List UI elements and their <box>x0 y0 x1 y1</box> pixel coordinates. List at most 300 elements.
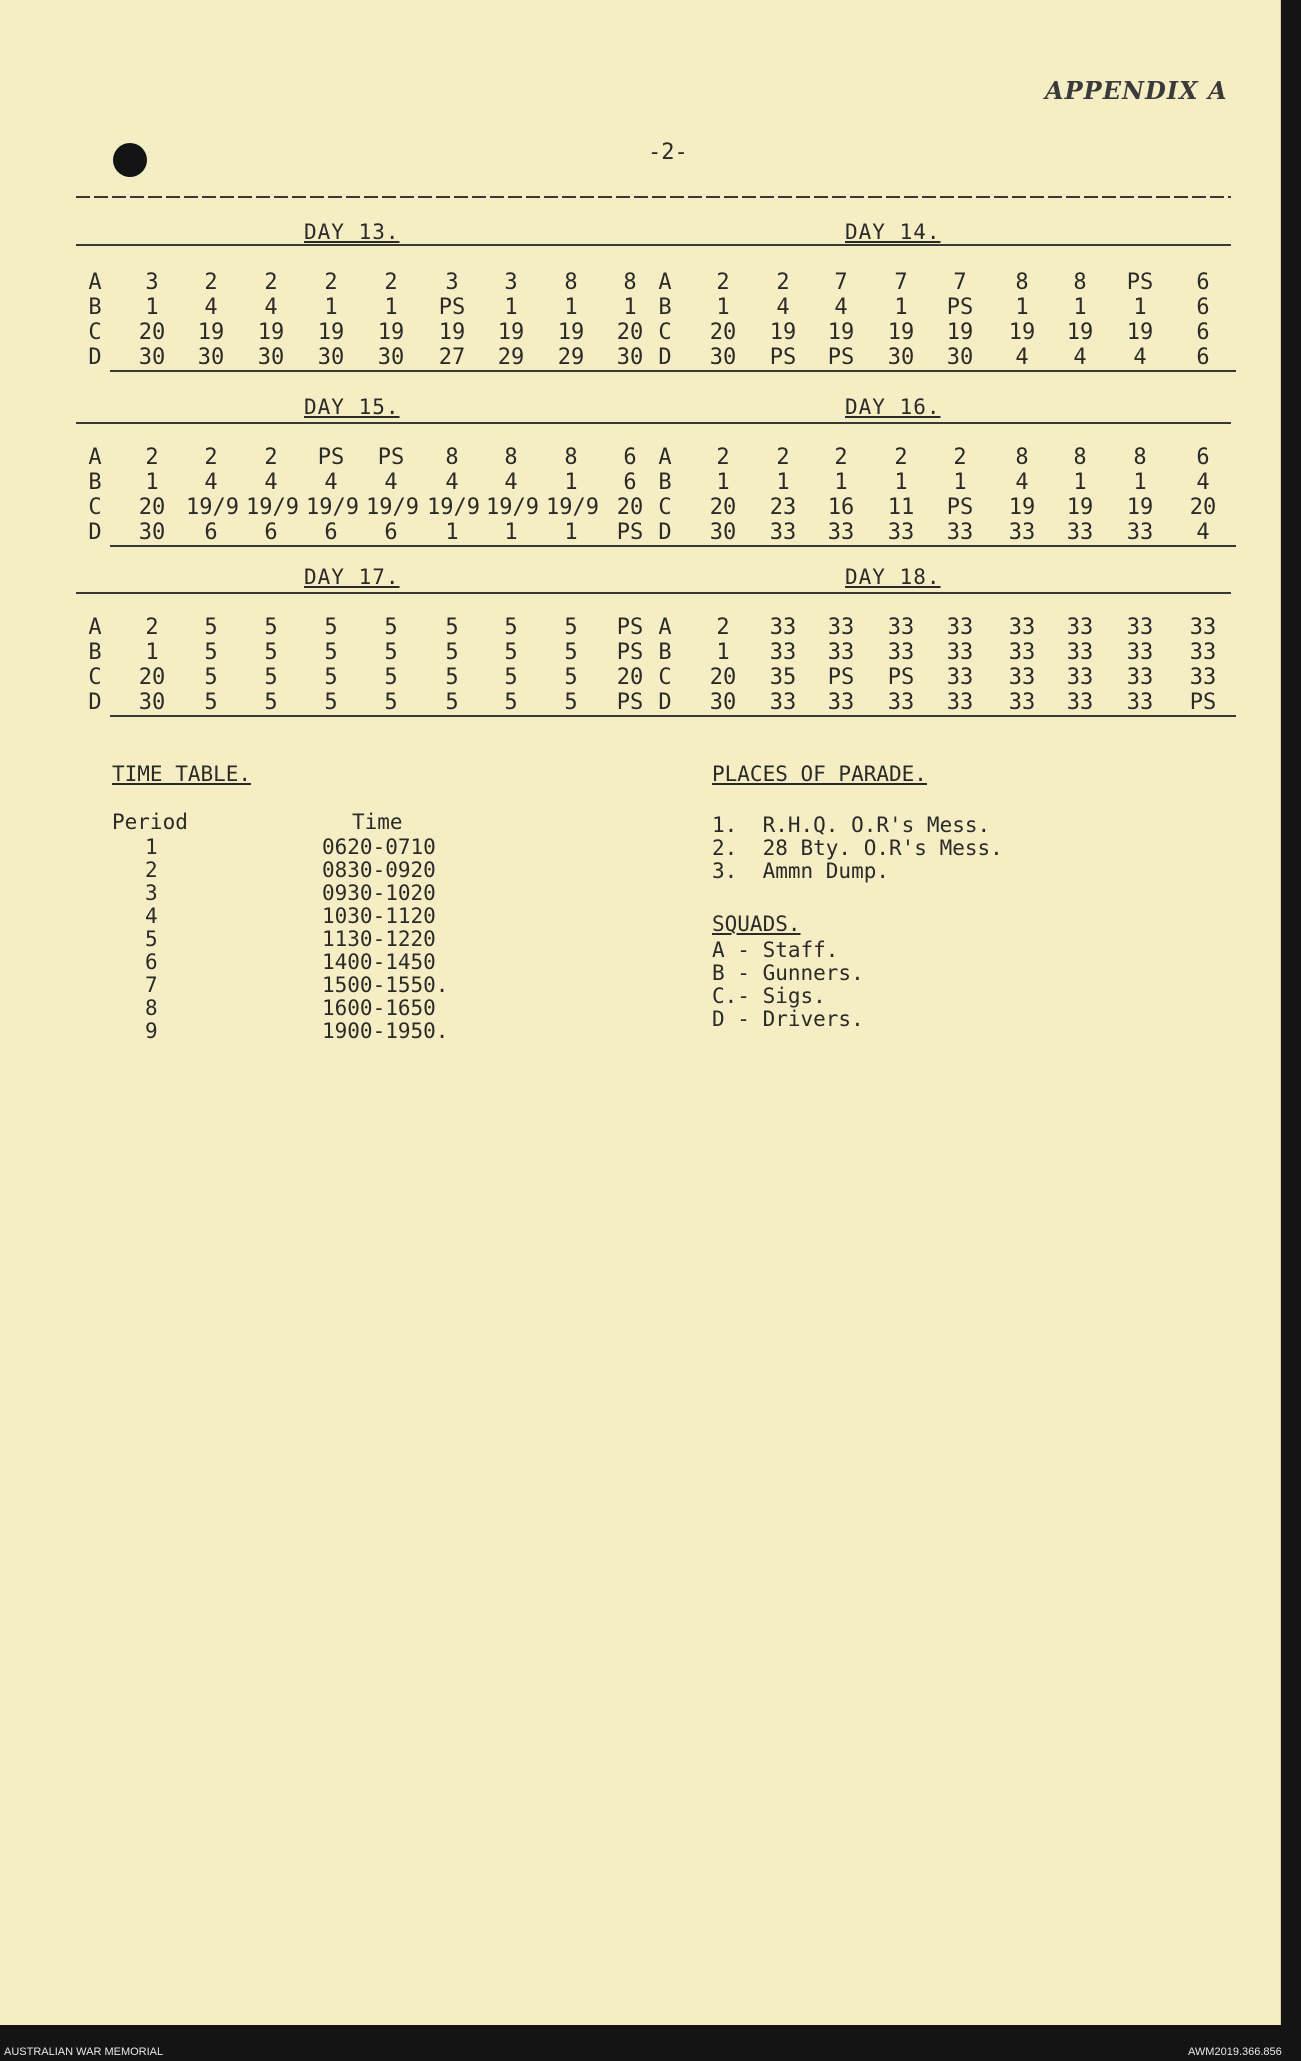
schedule-cell: 2 <box>716 270 730 295</box>
time-table-heading: TIME TABLE. <box>112 762 252 786</box>
schedule-cell: 19/9 <box>486 495 539 520</box>
schedule-cell: 1 <box>894 470 908 495</box>
schedule-column <box>427 445 480 545</box>
schedule-cell: 19 <box>946 320 974 345</box>
schedule-cell: 33 <box>1126 640 1154 665</box>
schedule-cell: 33 <box>1008 640 1036 665</box>
squad-item: D - Drivers. <box>712 1007 864 1031</box>
schedule-cell: 29 <box>497 345 525 370</box>
schedule-cell: 33 <box>1008 665 1036 690</box>
schedule-cell: 6 <box>1196 270 1210 295</box>
schedule-cell: 19 <box>557 320 585 345</box>
schedule-column <box>1055 270 1105 370</box>
schedule-cell: 2 <box>324 270 338 295</box>
schedule-cell: 1 <box>384 295 398 320</box>
place-item: 1. R.H.Q. O.R's Mess. <box>712 813 991 837</box>
period-header: Period <box>112 810 188 834</box>
schedule-cell: 1 <box>894 295 908 320</box>
schedule-cell: B <box>658 640 672 665</box>
schedule-column <box>758 270 808 370</box>
appendix-note: APPENDIX A <box>1045 76 1228 105</box>
schedule-cell: B <box>658 470 672 495</box>
time-header: Time <box>352 810 403 834</box>
schedule-column <box>698 445 748 545</box>
schedule-cell: 33 <box>1189 615 1217 640</box>
schedule-cell: 8 <box>1073 445 1087 470</box>
schedule-cell: 30 <box>317 345 345 370</box>
day-title-right: DAY 18. <box>845 565 941 589</box>
schedule-cell: 20 <box>1189 495 1217 520</box>
schedule-cell: 4 <box>204 470 218 495</box>
schedule-cell: 1 <box>564 295 578 320</box>
schedule-column <box>366 270 416 370</box>
schedule-cell: A <box>658 270 672 295</box>
schedule-column <box>186 615 236 715</box>
schedule-cell: 33 <box>769 520 797 545</box>
schedule-cell: 19/9 <box>246 495 299 520</box>
schedule-cell: 2 <box>204 445 218 470</box>
schedule-column <box>186 270 236 370</box>
schedule-cell: D <box>658 345 672 370</box>
schedule-column <box>366 445 419 545</box>
schedule-cell: 19 <box>1066 320 1094 345</box>
schedule-column <box>127 270 177 370</box>
schedule-column <box>997 615 1047 715</box>
schedule-column <box>1115 445 1165 545</box>
schedule-column <box>246 615 296 715</box>
schedule-cell: 11 <box>887 495 915 520</box>
schedule-cell: 1 <box>1015 295 1029 320</box>
period-cell: 9 <box>145 1019 158 1043</box>
schedule-cell: 33 <box>1126 690 1154 715</box>
schedule-cell: PS <box>827 345 855 370</box>
places-heading: PLACES OF PARADE. <box>712 762 927 786</box>
schedule-cell: 33 <box>827 640 855 665</box>
schedule-cell: 1 <box>1133 470 1147 495</box>
time-cell: 1500-1550. <box>322 973 449 997</box>
schedule-column <box>246 445 299 545</box>
schedule-cell: 5 <box>564 640 578 665</box>
schedule-cell: C <box>658 320 672 345</box>
schedule-cell: 1 <box>716 295 730 320</box>
schedule-cell: 1 <box>953 470 967 495</box>
schedule-cell: 4 <box>264 295 278 320</box>
schedule-column <box>546 270 596 370</box>
schedule-cell: 19 <box>497 320 525 345</box>
schedule-cell: 4 <box>1196 520 1210 545</box>
time-cell: 0830-0920 <box>322 858 436 882</box>
schedule-cell: 6 <box>623 445 637 470</box>
schedule-cell: 4 <box>1196 470 1210 495</box>
schedule-column <box>546 445 599 545</box>
schedule-column <box>427 615 477 715</box>
schedule-column <box>997 445 1047 545</box>
schedule-column <box>186 445 239 545</box>
period-cell: 3 <box>145 881 158 905</box>
schedule-cell: 6 <box>1196 445 1210 470</box>
schedule-cell: 33 <box>1126 665 1154 690</box>
schedule-column <box>306 270 356 370</box>
rule <box>76 244 1231 246</box>
page-number: -2- <box>648 140 688 165</box>
schedule-cell: 33 <box>1066 615 1094 640</box>
schedule-cell: 19 <box>317 320 345 345</box>
schedule-column <box>127 615 177 715</box>
schedule-cell: 4 <box>445 470 459 495</box>
schedule-cell: PS <box>377 445 405 470</box>
schedule-cell: PS <box>946 295 974 320</box>
schedule-cell: 6 <box>204 520 218 545</box>
schedule-cell: 5 <box>384 640 398 665</box>
schedule-cell: 33 <box>1066 690 1094 715</box>
schedule-cell: 20 <box>616 320 644 345</box>
schedule-cell: 19 <box>1066 495 1094 520</box>
schedule-cell: 6 <box>264 520 278 545</box>
schedule-cell: 2 <box>716 445 730 470</box>
schedule-cell: 8 <box>1015 445 1029 470</box>
schedule-cell: PS <box>1189 690 1217 715</box>
schedule-cell: 5 <box>264 640 278 665</box>
rule <box>110 715 1236 717</box>
schedule-cell: B <box>88 295 102 320</box>
schedule-cell: A <box>658 615 672 640</box>
schedule-column <box>486 270 536 370</box>
period-cell: 4 <box>145 904 158 928</box>
schedule-column <box>246 270 296 370</box>
day-title-left: DAY 15. <box>304 395 400 419</box>
schedule-cell: 1 <box>504 520 518 545</box>
schedule-cell: 6 <box>1196 295 1210 320</box>
schedule-cell: 1 <box>1073 295 1087 320</box>
schedule-cell: 19 <box>769 320 797 345</box>
time-cell: 1030-1120 <box>322 904 436 928</box>
schedule-cell: 1 <box>564 470 578 495</box>
schedule-cell: 30 <box>709 690 737 715</box>
schedule-cell: 33 <box>887 690 915 715</box>
period-cell: 5 <box>145 927 158 951</box>
schedule-cell: 8 <box>623 270 637 295</box>
schedule-cell: PS <box>616 640 644 665</box>
schedule-cell: PS <box>769 345 797 370</box>
period-cell: 6 <box>145 950 158 974</box>
schedule-cell: 4 <box>776 295 790 320</box>
schedule-cell: PS <box>616 520 644 545</box>
schedule-cell: B <box>658 295 672 320</box>
schedule-cell: 2 <box>204 270 218 295</box>
footer-left: AUSTRALIAN WAR MEMORIAL <box>4 2046 164 2058</box>
place-item: 2. 28 Bty. O.R's Mess. <box>712 836 1003 860</box>
schedule-cell: 20 <box>138 495 166 520</box>
day-title-left: DAY 17. <box>304 565 400 589</box>
schedule-cell: 33 <box>887 615 915 640</box>
schedule-column <box>816 615 866 715</box>
schedule-cell: 16 <box>827 495 855 520</box>
schedule-cell: PS <box>317 445 345 470</box>
schedule-cell: 2 <box>776 445 790 470</box>
squad-item: A - Staff. <box>712 938 839 962</box>
schedule-cell: 30 <box>709 520 737 545</box>
schedule-column <box>1178 445 1228 545</box>
schedule-cell: 3 <box>504 270 518 295</box>
schedule-cell: 20 <box>138 320 166 345</box>
schedule-cell: 5 <box>204 690 218 715</box>
schedule-cell: 33 <box>1066 520 1094 545</box>
schedule-cell: 33 <box>946 520 974 545</box>
schedule-cell: 5 <box>564 690 578 715</box>
schedule-column <box>935 615 985 715</box>
schedule-cell: 2 <box>264 445 278 470</box>
schedule-cell: 30 <box>138 690 166 715</box>
schedule-cell: 4 <box>1015 345 1029 370</box>
schedule-cell: 5 <box>384 615 398 640</box>
schedule-cell: 33 <box>946 615 974 640</box>
schedule-cell: PS <box>946 495 974 520</box>
time-cell: 1900-1950. <box>322 1019 449 1043</box>
schedule-cell: 8 <box>1073 270 1087 295</box>
schedule-column <box>427 270 477 370</box>
schedule-cell: 30 <box>197 345 225 370</box>
day-title-right: DAY 16. <box>845 395 941 419</box>
schedule-cell: 33 <box>1126 615 1154 640</box>
schedule-cell: C <box>658 495 672 520</box>
schedule-cell: 2 <box>384 270 398 295</box>
schedule-cell: 33 <box>769 640 797 665</box>
schedule-cell: A <box>88 270 102 295</box>
period-cell: 7 <box>145 973 158 997</box>
schedule-cell: 5 <box>324 665 338 690</box>
schedule-cell: PS <box>827 665 855 690</box>
schedule-column <box>935 270 985 370</box>
schedule-cell: 5 <box>504 690 518 715</box>
schedule-column <box>70 445 120 545</box>
schedule-cell: 19/9 <box>306 495 359 520</box>
schedule-cell: 33 <box>887 640 915 665</box>
schedule-column <box>366 615 416 715</box>
schedule-cell: 3 <box>445 270 459 295</box>
schedule-cell: 1 <box>1073 470 1087 495</box>
schedule-cell: 2 <box>145 445 159 470</box>
schedule-cell: 7 <box>894 270 908 295</box>
schedule-cell: 2 <box>894 445 908 470</box>
schedule-cell: 33 <box>1008 615 1036 640</box>
schedule-cell: 33 <box>827 615 855 640</box>
schedule-cell: 5 <box>504 665 518 690</box>
schedule-cell: 1 <box>445 520 459 545</box>
schedule-cell: 19 <box>377 320 405 345</box>
schedule-cell: 33 <box>946 640 974 665</box>
schedule-cell: 1 <box>145 640 159 665</box>
schedule-column <box>876 445 926 545</box>
schedule-column <box>640 270 690 370</box>
schedule-cell: 4 <box>384 470 398 495</box>
schedule-cell: 19/9 <box>366 495 419 520</box>
schedule-cell: 30 <box>138 520 166 545</box>
schedule-cell: D <box>658 690 672 715</box>
schedule-cell: D <box>88 345 102 370</box>
schedule-cell: 20 <box>709 320 737 345</box>
schedule-cell: 8 <box>564 270 578 295</box>
schedule-cell: 8 <box>564 445 578 470</box>
schedule-cell: 2 <box>145 615 159 640</box>
schedule-cell: 19 <box>1126 320 1154 345</box>
schedule-cell: 8 <box>1015 270 1029 295</box>
schedule-cell: 23 <box>769 495 797 520</box>
schedule-cell: 5 <box>564 665 578 690</box>
schedule-column <box>758 615 808 715</box>
schedule-cell: 4 <box>324 470 338 495</box>
schedule-column <box>876 270 926 370</box>
schedule-cell: PS <box>616 690 644 715</box>
schedule-cell: 19/9 <box>186 495 239 520</box>
schedule-cell: D <box>658 520 672 545</box>
schedule-cell: 19 <box>827 320 855 345</box>
footer-right: AWM2019.366.856 <box>1188 2046 1282 2058</box>
period-cell: 2 <box>145 858 158 882</box>
schedule-cell: 33 <box>1008 690 1036 715</box>
time-cell: 1130-1220 <box>322 927 436 951</box>
schedule-cell: 20 <box>616 495 644 520</box>
schedule-cell: C <box>88 320 102 345</box>
schedule-cell: 19 <box>1008 320 1036 345</box>
schedule-cell: 27 <box>438 345 466 370</box>
schedule-cell: 1 <box>716 640 730 665</box>
schedule-cell: 4 <box>834 295 848 320</box>
schedule-cell: 1 <box>324 295 338 320</box>
schedule-cell: 6 <box>623 470 637 495</box>
schedule-cell: 33 <box>827 520 855 545</box>
schedule-cell: 6 <box>384 520 398 545</box>
schedule-cell: 2 <box>953 445 967 470</box>
schedule-column <box>1115 270 1165 370</box>
schedule-cell: 1 <box>834 470 848 495</box>
schedule-cell: 30 <box>377 345 405 370</box>
schedule-column <box>698 270 748 370</box>
schedule-cell: 5 <box>324 615 338 640</box>
schedule-cell: 20 <box>709 495 737 520</box>
schedule-column <box>1178 270 1228 370</box>
schedule-cell: 5 <box>204 640 218 665</box>
time-cell: 0930-1020 <box>322 881 436 905</box>
schedule-cell: 5 <box>504 615 518 640</box>
rule <box>76 592 1231 594</box>
squads-heading: SQUADS. <box>712 912 801 936</box>
schedule-column <box>640 445 690 545</box>
schedule-cell: 19/9 <box>427 495 480 520</box>
schedule-cell: 33 <box>1189 640 1217 665</box>
schedule-cell: 7 <box>834 270 848 295</box>
day-title-left: DAY 13. <box>304 220 400 244</box>
schedule-cell: A <box>88 615 102 640</box>
schedule-cell: 4 <box>504 470 518 495</box>
time-cell: 1600-1650 <box>322 996 436 1020</box>
schedule-cell: 6 <box>1196 345 1210 370</box>
schedule-cell: 4 <box>204 295 218 320</box>
day-title-right: DAY 14. <box>845 220 941 244</box>
schedule-cell: 33 <box>1189 665 1217 690</box>
schedule-cell: A <box>88 445 102 470</box>
schedule-cell: 33 <box>769 690 797 715</box>
schedule-cell: 1 <box>623 295 637 320</box>
period-cell: 1 <box>145 835 158 859</box>
schedule-column <box>876 615 926 715</box>
schedule-cell: 6 <box>324 520 338 545</box>
squad-item: C.- Sigs. <box>712 984 826 1008</box>
schedule-column <box>935 445 985 545</box>
schedule-column <box>997 270 1047 370</box>
schedule-cell: PS <box>438 295 466 320</box>
schedule-column <box>1115 615 1165 715</box>
schedule-cell: 5 <box>445 690 459 715</box>
schedule-cell: 5 <box>445 615 459 640</box>
schedule-cell: 1 <box>716 470 730 495</box>
rule <box>110 545 1236 547</box>
schedule-cell: 30 <box>709 345 737 370</box>
schedule-cell: 19 <box>197 320 225 345</box>
schedule-cell: 33 <box>827 690 855 715</box>
schedule-column <box>306 615 356 715</box>
schedule-cell: 5 <box>264 690 278 715</box>
schedule-cell: 30 <box>616 345 644 370</box>
schedule-cell: 29 <box>557 345 585 370</box>
schedule-cell: 2 <box>716 615 730 640</box>
schedule-cell: 5 <box>264 615 278 640</box>
rule <box>110 370 1236 372</box>
schedule-cell: 4 <box>1015 470 1029 495</box>
schedule-cell: 1 <box>504 295 518 320</box>
schedule-cell: 5 <box>445 665 459 690</box>
schedule-column <box>1055 615 1105 715</box>
schedule-cell: 2 <box>264 270 278 295</box>
schedule-cell: 4 <box>264 470 278 495</box>
schedule-cell: 5 <box>264 665 278 690</box>
schedule-cell: C <box>658 665 672 690</box>
schedule-cell: 5 <box>504 640 518 665</box>
schedule-column <box>70 270 120 370</box>
schedule-cell: 1 <box>145 295 159 320</box>
schedule-cell: C <box>88 495 102 520</box>
schedule-column <box>640 615 690 715</box>
schedule-cell: 33 <box>887 520 915 545</box>
schedule-cell: 33 <box>946 690 974 715</box>
schedule-cell: 2 <box>776 270 790 295</box>
schedule-cell: B <box>88 640 102 665</box>
schedule-cell: 5 <box>324 640 338 665</box>
period-cell: 8 <box>145 996 158 1020</box>
schedule-cell: 8 <box>1133 445 1147 470</box>
schedule-column <box>758 445 808 545</box>
time-cell: 0620-0710 <box>322 835 436 859</box>
schedule-cell: 4 <box>1073 345 1087 370</box>
schedule-cell: 33 <box>1126 520 1154 545</box>
schedule-cell: 7 <box>953 270 967 295</box>
schedule-cell: 5 <box>324 690 338 715</box>
schedule-cell: 20 <box>616 665 644 690</box>
schedule-column <box>546 615 596 715</box>
schedule-cell: 5 <box>445 640 459 665</box>
schedule-cell: 19/9 <box>546 495 599 520</box>
schedule-cell: 33 <box>769 615 797 640</box>
schedule-cell: 19 <box>1008 495 1036 520</box>
schedule-cell: 5 <box>564 615 578 640</box>
schedule-cell: 19 <box>1126 495 1154 520</box>
schedule-column <box>698 615 748 715</box>
schedule-cell: 5 <box>384 690 398 715</box>
rule <box>76 196 1231 198</box>
schedule-cell: 35 <box>769 665 797 690</box>
schedule-cell: 33 <box>946 665 974 690</box>
schedule-cell: 1 <box>564 520 578 545</box>
schedule-cell: 3 <box>145 270 159 295</box>
